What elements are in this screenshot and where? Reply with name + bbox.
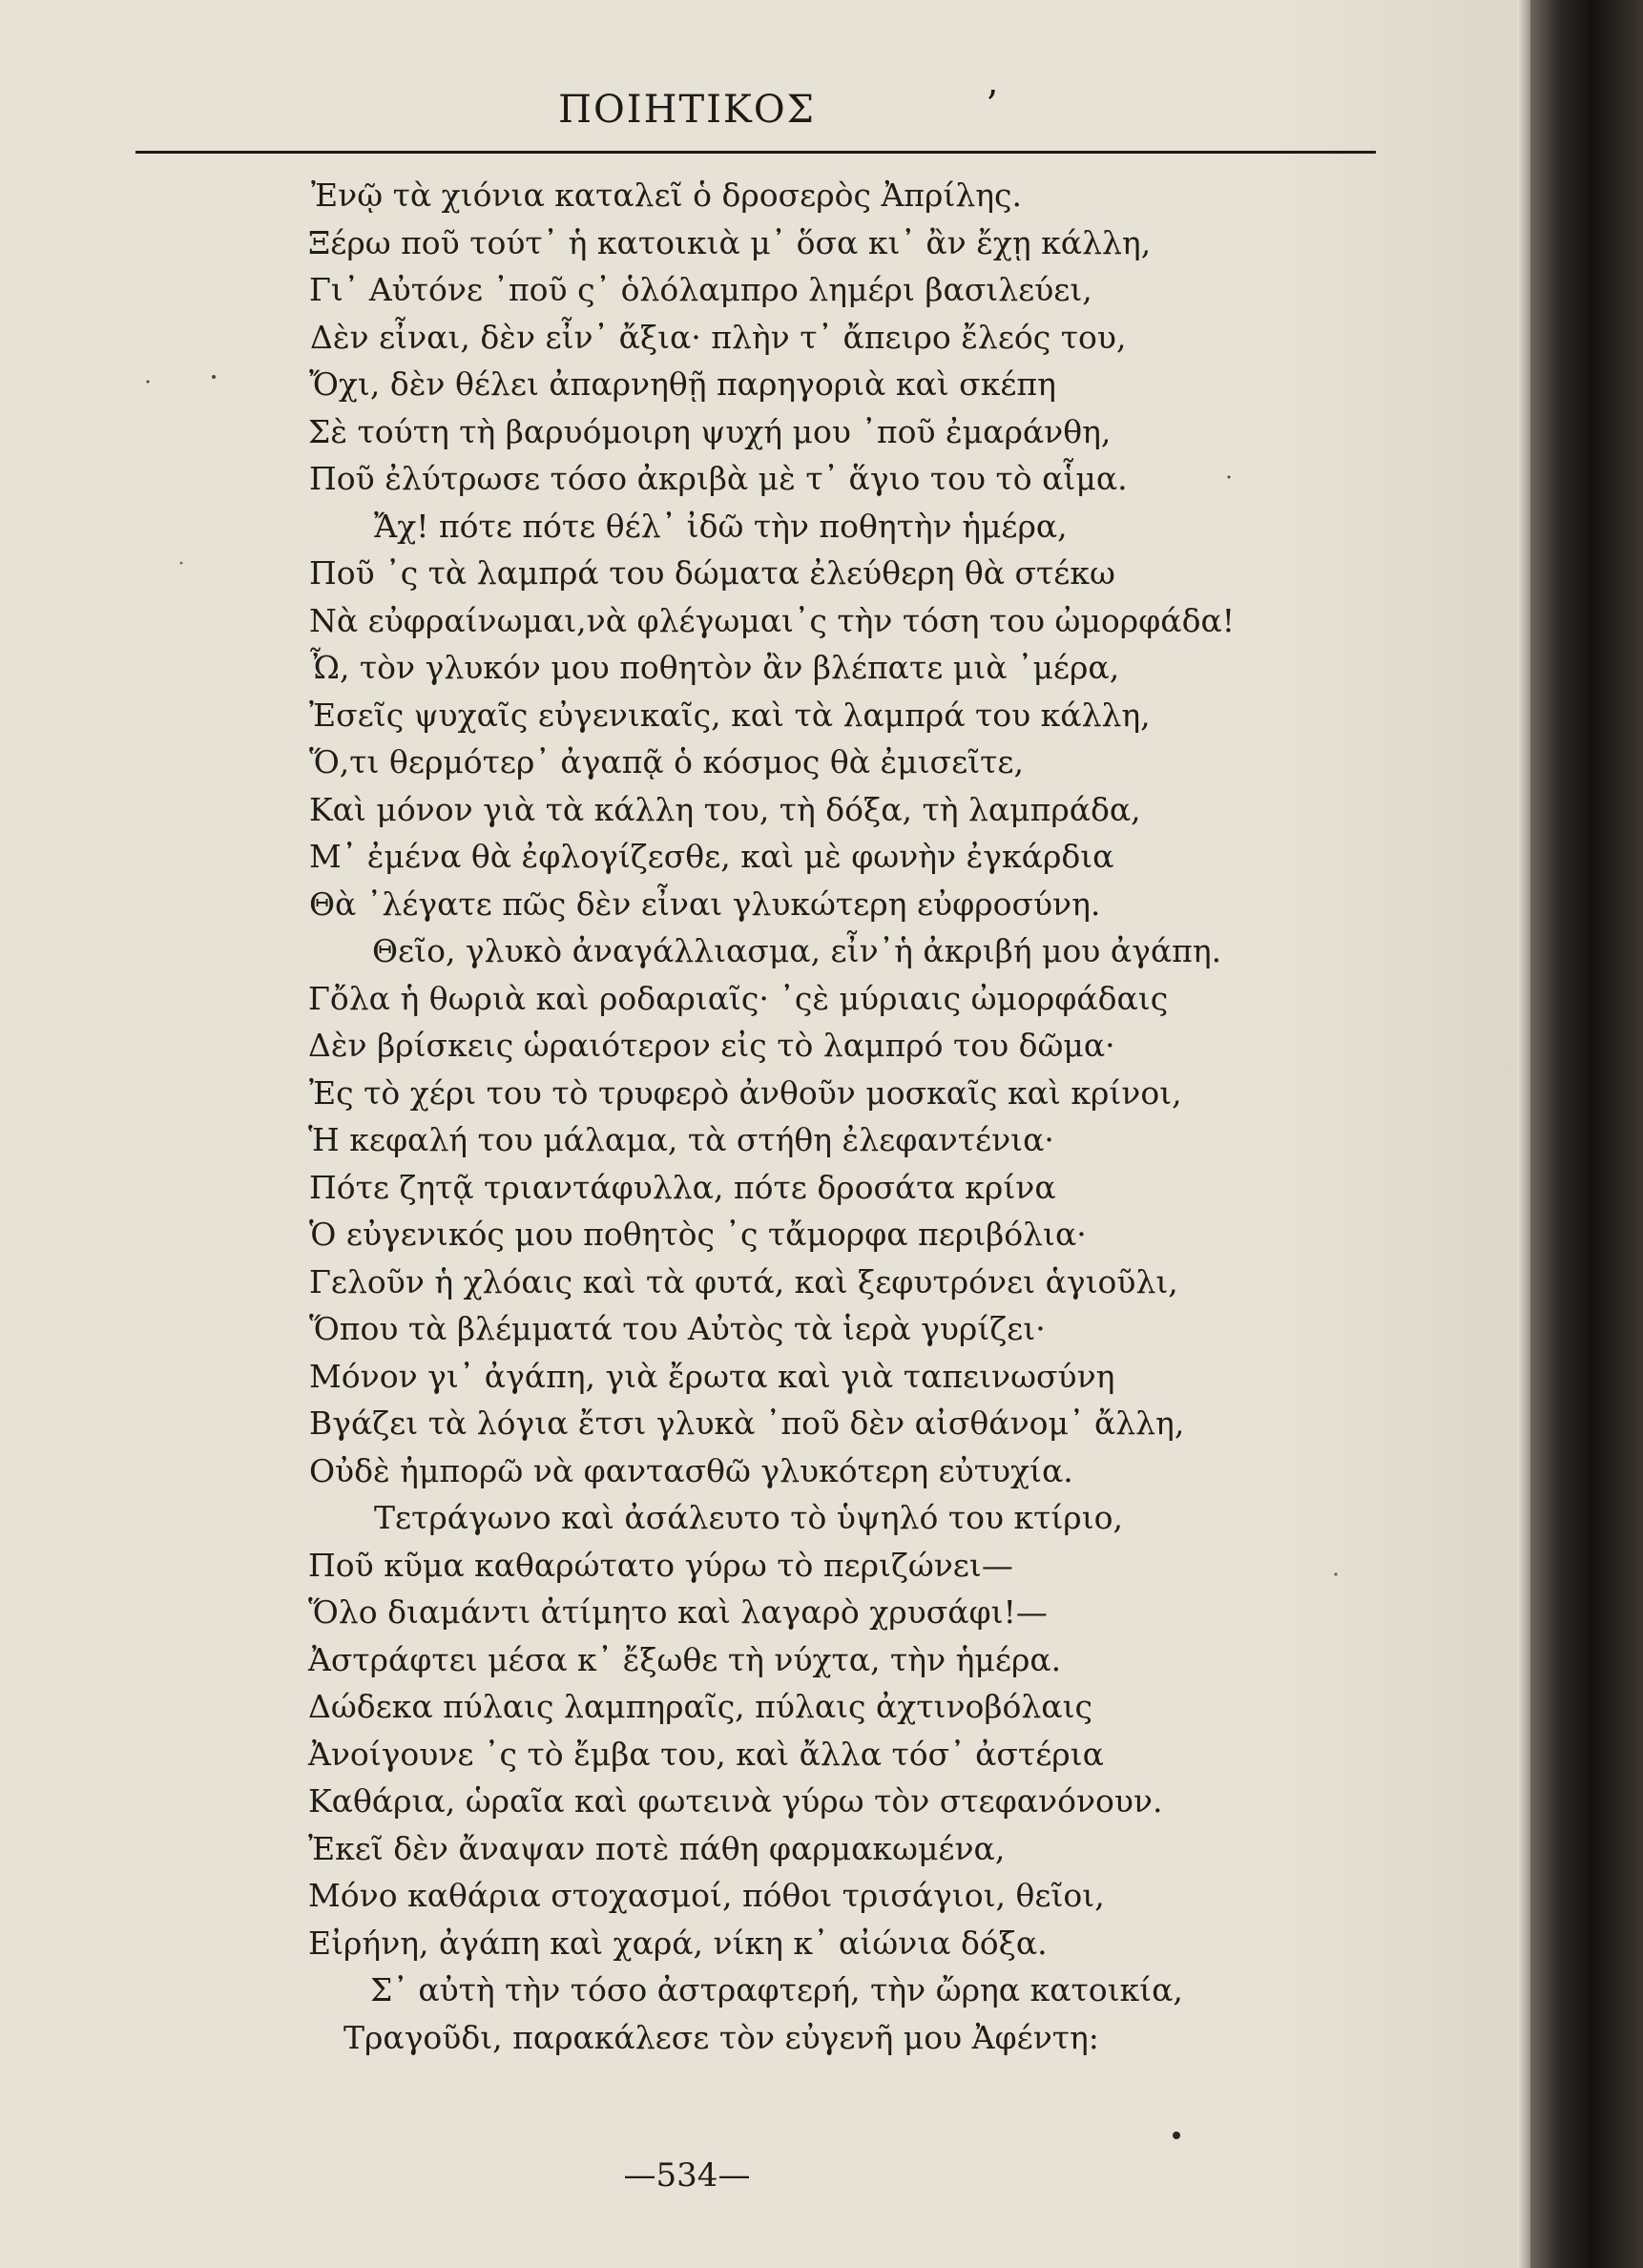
- poem-line-text: Δὲν βρίσκεις ὡραιότερον εἰς τὸ λαμπρό του δῶμα·: [308, 1027, 1115, 1064]
- poem-line: [0, 1542, 1374, 1590]
- poem-line-text: Γι᾽ Αὐτόνε ᾽ποῦ ς᾽ ὁλόλαμπρο λημέρι βασιλεύει,: [309, 271, 1092, 308]
- poem-line-text: Καὶ μόνον γιὰ τὰ κάλλη του, τὴ δόξα, τὴ λαμπράδα,: [309, 790, 1141, 828]
- poem-line-text: Οὐδὲ ἠμπορῶ νὰ φαντασθῶ γλυκότερη εὐτυχία.: [309, 1451, 1073, 1489]
- poem-line: [0, 833, 1374, 881]
- poem-line-text: Ξέρω ποῦ τούτ᾽ ἡ κατοικιὰ μ᾽ ὅσα κι᾽ ἂν ἔχῃ κάλλη,: [308, 223, 1152, 261]
- poem-line-text: Ὦ, τὸν γλυκόν μου ποθητὸν ἂν βλέπατε μιὰ ᾽μέρα,: [310, 649, 1120, 686]
- poem-line-text: Πότε ζητᾷ τριαντάφυλλα, πότε δροσάτα κρίνα: [309, 1168, 1056, 1206]
- poem-line-text: Σὲ τούτη τὴ βαρυόμοιρη ψυχή μου ᾽ποῦ ἐμαράνθη,: [308, 412, 1112, 450]
- poem-line: [0, 455, 1374, 503]
- poem-line-text: Ἡ κεφαλή του μάλαμα, τὰ στήθη ἐλεφαντένια·: [308, 1121, 1054, 1158]
- poem-line-text: Σ᾽ αὐτὴ τὴν τόσο ἀστραφτερή, τὴν ὤρηα κατοικία,: [370, 1971, 1183, 2008]
- poem-text: [0, 172, 1374, 2061]
- poem-line-text: Τραγοῦδι, παρακάλεσε τὸν εὐγενῆ μου Ἀφέντη:: [343, 2018, 1099, 2056]
- poem-line: [0, 1494, 1374, 1542]
- poem-line-text: Ἐκεῖ δὲν ἄναψαν ποτὲ πάθη φαρμακωμένα,: [308, 1829, 1006, 1867]
- poem-line: [0, 219, 1374, 267]
- poem-line-text: Ποῦ ἐλύτρωσε τόσο ἀκριβὰ μὲ τ᾽ ἅγιο του τὸ αἷμα.: [309, 460, 1128, 497]
- poem-line-text: Θὰ ᾽λέγατε πῶς δὲν εἶναι γλυκώτερη εὐφροσύνη.: [309, 884, 1101, 923]
- poem-line: [0, 1778, 1374, 1825]
- header-accent-mark: ʼ: [985, 84, 997, 128]
- poem-line-text: Εἰρήνη, ἀγάπη καὶ χαρά, νίκη κ᾽ αἰώνια δόξα.: [308, 1924, 1048, 1962]
- poem-line-text: Καθάρια, ὡραῖα καὶ φωτεινὰ γύρω τὸν στεφανόνουν.: [308, 1782, 1163, 1820]
- poem-line-text: Ὅπου τὰ βλέμματά του Αὐτὸς τὰ ἱερὰ γυρίζει·: [309, 1310, 1046, 1347]
- poem-line: [0, 1872, 1374, 1920]
- page-number: —534—: [623, 2156, 751, 2195]
- poem-line-text: Ὄχι, δὲν θέλει ἀπαρνηθῇ παρηγοριὰ καὶ σκέπη: [309, 365, 1056, 403]
- poem-line: [0, 692, 1374, 739]
- poem-line: [0, 1353, 1374, 1401]
- poem-line: [0, 739, 1374, 786]
- poem-line-text: Τετράγωνο καὶ ἀσάλευτο τὸ ὑψηλό του κτίριο,: [374, 1499, 1124, 1536]
- poem-line: [0, 266, 1374, 314]
- poem-line-text: Βγάζει τὰ λόγια ἔτσι γλυκὰ ᾽ποῦ δὲν αἰσθάνομ᾽ ἄλλη,: [309, 1404, 1185, 1442]
- poem-line: [0, 1022, 1374, 1070]
- poem-line: [0, 1211, 1374, 1259]
- poem-line-text: Ὁ εὐγενικός μου ποθητὸς ᾽ς τἄμορφα περιβόλια·: [309, 1216, 1087, 1253]
- poem-line-text: Μ᾽ ἐμένα θὰ ἐφλογίζεσθε, καὶ μὲ φωνὴν ἐγκάρδια: [309, 838, 1114, 875]
- poem-line-text: Ἐσεῖς ψυχαῖς εὐγενικαῖς, καὶ τὰ λαμπρά του κάλλη,: [309, 696, 1151, 734]
- poem-line: [0, 2014, 1374, 2062]
- poem-line: [0, 1259, 1374, 1306]
- gutter-shadow: [1517, 0, 1530, 2268]
- poem-line-text: Ἐς τὸ χέρι του τὸ τρυφερὸ ἀνθοῦν μοσκαῖς καὶ κρίνοι,: [309, 1073, 1182, 1112]
- poem-line-text: Μόνο καθάρια στοχασμοί, πόθοι τρισάγιοι, θεῖοι,: [308, 1877, 1105, 1914]
- poem-line: [0, 975, 1374, 1023]
- poem-line-text: Γὄλα ἡ θωριὰ καὶ ροδαριαῖς· ᾽ςὲ μύριαις ὠμορφάδαις: [308, 979, 1169, 1017]
- poem-line-text: Θεῖο, γλυκὸ ἀναγάλλιασμα, εἶν᾽ἡ ἀκριβή μου ἀγάπη.: [372, 932, 1222, 969]
- poem-line: [0, 408, 1374, 456]
- poem-line: [0, 927, 1374, 975]
- poem-line-text: Ὅ,τι θερμότερ᾽ ἀγαπᾷ ὁ κόσμος θὰ ἐμισεῖτε,: [309, 743, 1024, 780]
- poem-line: [0, 172, 1374, 219]
- poem-line: [0, 1447, 1374, 1495]
- poem-line: [0, 1164, 1374, 1212]
- poem-line: [0, 1920, 1374, 1967]
- poem-line-text: Ὅλο διαμάντι ἀτίμητο καὶ λαγαρὸ χρυσάφι!—: [308, 1593, 1048, 1631]
- poem-line: [0, 314, 1374, 362]
- poem-line-text: Δώδεκα πύλαις λαμπηραῖς, πύλαις ἀχτινοβόλαις: [308, 1688, 1092, 1725]
- poem-line-text: Νὰ εὐφραίνωμαι,νὰ φλέγωμαι᾽ς τὴν τόση του ὠμορφάδα!: [309, 601, 1235, 639]
- poem-line-text: Μόνον γι᾽ ἀγάπη, γιὰ ἔρωτα καὶ γιὰ ταπεινωσύνη: [309, 1357, 1115, 1395]
- poem-line: [0, 644, 1374, 692]
- poem-line: [0, 786, 1374, 834]
- poem-line-text: Ἀστράφτει μέσα κ᾽ ἔξωθε τὴ νύχτα, τὴν ἡμέρα.: [308, 1640, 1062, 1678]
- poem-line: [0, 1966, 1374, 2014]
- running-header: ΠΟΙΗΤΙΚΟΣ: [558, 88, 816, 132]
- poem-line: [0, 361, 1374, 408]
- poem-line: [0, 1070, 1374, 1117]
- poem-line: [0, 597, 1374, 645]
- poem-line: [0, 1825, 1374, 1873]
- poem-line: [0, 503, 1374, 551]
- poem-line-text: Ποῦ ᾽ς τὰ λαμπρά του δώματα ἐλεύθερη θὰ στέκω: [309, 554, 1115, 592]
- poem-line: [0, 1636, 1374, 1684]
- poem-line: [0, 1731, 1374, 1779]
- poem-line-text: Γελοῦν ἡ χλόαις καὶ τὰ φυτά, καὶ ξεφυτρόνει ἁγιοῦλι,: [309, 1262, 1178, 1300]
- poem-line: [0, 881, 1374, 928]
- poem-line: [0, 1589, 1374, 1636]
- poem-line: [0, 1305, 1374, 1353]
- poem-line-text: Ἀνοίγουνε ᾽ς τὸ ἔμβα του, καὶ ἄλλα τόσ᾽ ἀστέρια: [308, 1735, 1104, 1773]
- poem-line-text: Ἄχ! πότε πότε θέλ᾽ ἰδῶ τὴν ποθητὴν ἡμέρα,: [374, 507, 1068, 545]
- poem-line: [0, 1400, 1374, 1447]
- poem-line-text: Ποῦ κῦμα καθαρώτατο γύρω τὸ περιζώνει—: [308, 1546, 1013, 1584]
- poem-line: [0, 1116, 1374, 1164]
- poem-line-text: Ἐνῷ τὰ χιόνια καταλεῖ ὁ δροσερὸς Ἀπρίλης.: [311, 177, 1022, 214]
- poem-line: [0, 550, 1374, 597]
- poem-line: [0, 1683, 1374, 1731]
- header-rule: [135, 151, 1376, 154]
- poem-line-text: Δὲν εἶναι, δὲν εἶν᾽ ἄξια· πλὴν τ᾽ ἄπειρο ἔλεός του,: [310, 318, 1127, 356]
- book-binding-gutter: [1530, 0, 1643, 2268]
